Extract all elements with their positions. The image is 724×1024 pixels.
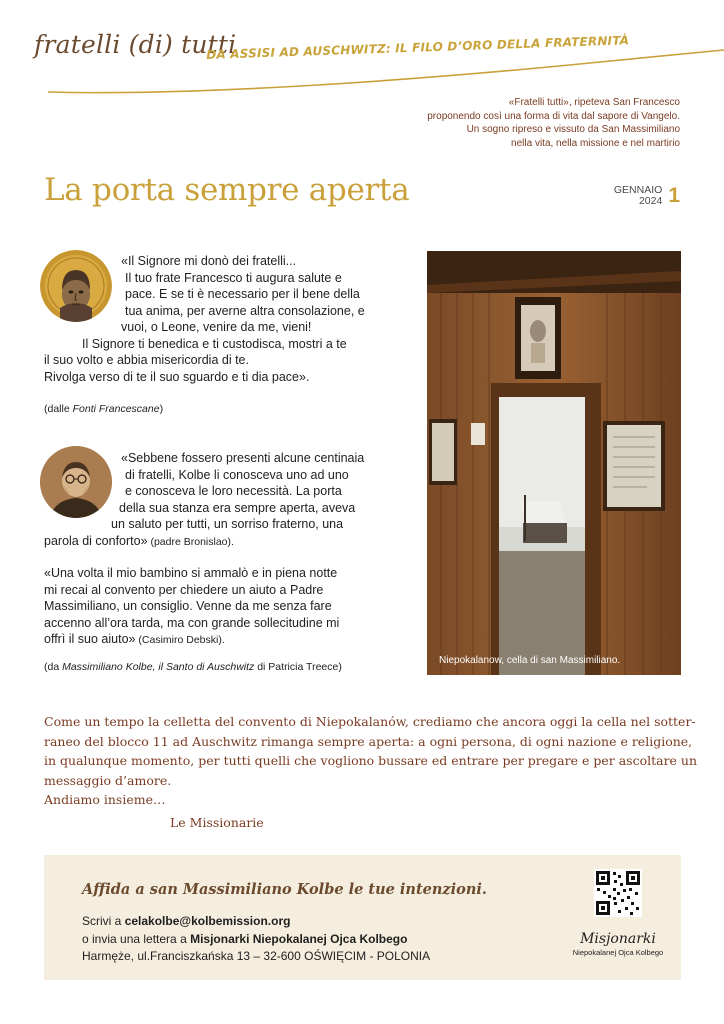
photo-caption: Niepokalanow, cella di san Massimiliano. — [439, 655, 621, 666]
quote-line: un saluto per tutti, un sorriso fraterno, una — [111, 517, 344, 531]
issue-month: GENNAIO — [613, 183, 663, 196]
quote-line: Il tuo frate Francesco ti augura salute e — [125, 270, 342, 285]
page-header — [0, 0, 724, 110]
source-prefix: (da — [44, 661, 63, 673]
qr-code-icon[interactable] — [594, 869, 642, 917]
kolbe-quote — [44, 450, 364, 550]
quote-line: Massimiliano, un consiglio. Venne da me senza fare — [44, 599, 332, 613]
quote-line: «Il Signore mi donò dei fratelli... — [121, 254, 297, 268]
quote-attribution: (Casimiro Debski). — [135, 634, 225, 646]
missionaries-logo — [566, 931, 670, 957]
quote-line: accenno all’ora tarda, ma con grande sollecitudine mi — [44, 615, 340, 630]
organization-name: Misjonarki Niepokalanej Ojca Kolbego — [190, 931, 408, 946]
francis-quote — [44, 253, 365, 385]
francis-quote-source — [44, 403, 163, 415]
closing-paragraph — [44, 712, 698, 810]
contact-box — [44, 855, 681, 980]
closing-line: Andiamo insieme… — [44, 792, 166, 807]
quote-line: vuoi, o Leone, venire da me, vieni! — [121, 320, 312, 334]
intro-line: Un sogno ripreso e vissuto da San Massimiliano — [466, 124, 680, 135]
source-title: Fonti Francescane — [72, 403, 160, 415]
source-suffix: di Patricia Treece) — [254, 661, 342, 673]
brand-title: fratelli (di) tutti — [34, 30, 237, 59]
logo-sub: Niepokalanej Ojca Kolbego — [572, 948, 664, 957]
issue-date — [614, 185, 662, 208]
intro-text — [350, 96, 680, 150]
email-link[interactable]: celakolbe@kolbemission.org — [124, 914, 291, 928]
quote-line — [44, 533, 364, 551]
intro-line: «Fratelli tutti», ripeteva San Francesco — [508, 97, 680, 108]
letter-prefix: o invia una lettera a — [82, 931, 191, 946]
closing-line: raneo del blocco 11 ad Auschwitz rimanga sempre aperta: a ogni persona, di ogni nazione e religione, — [44, 733, 693, 749]
book-source — [44, 661, 342, 673]
quote-line — [44, 631, 339, 649]
quote-line: «Sebbene fossero presenti alcune centinaia — [121, 451, 365, 465]
intro-line: proponendo così una forma di vita dal sapore di Vangelo. — [427, 110, 680, 122]
intro-line: nella vita, nella missione e nel martirio — [511, 137, 680, 149]
source-title: Massimiliano Kolbe, il Santo di Auschwitz — [62, 661, 255, 673]
cell-photo — [427, 251, 681, 675]
logo-main: Misjonarki — [580, 931, 656, 947]
issue-info — [614, 184, 680, 208]
debski-quote — [44, 565, 339, 649]
quote-line: di fratelli, Kolbe li conosceva uno ad uno — [125, 467, 349, 482]
letter-line — [82, 931, 430, 949]
closing-line: Come un tempo la celletta del convento di Niepokalanów, crediamo che ancora oggi la cella nel sotter- — [44, 714, 696, 729]
header-title: DA ASSISI AD AUSCHWITZ: IL FILO D’ORO DELLA FRATERNITÀ — [206, 33, 630, 62]
quote-line: Il Signore ti benedica e ti custodisca, mostri a te — [82, 336, 347, 351]
quote-line: della sua stanza era sempre aperta, aveva — [119, 500, 356, 515]
quote-line: tua anima, per averne altra consolazione, e — [125, 303, 365, 318]
contact-details — [82, 913, 430, 966]
address-line: Harmęże, ul.Franciszkańska 13 – 32-600 OŚWIĘCIM - POLONIA — [82, 949, 431, 963]
closing-line: in qualunque momento, per tutti quelli che vogliono bussare ed entrare per pregare e per ascoltare un — [44, 753, 698, 768]
quote-line: «Una volta il mio bambino si ammalò e in piena notte — [44, 566, 338, 580]
source-suffix: ) — [159, 403, 164, 415]
email-prefix: Scrivi a — [82, 914, 125, 928]
quote-line-text: parola di conforto» — [44, 533, 148, 548]
quote-line: e conosceva le loro necessità. La porta — [125, 484, 342, 498]
contact-title: Affida a san Massimiliano Kolbe le tue intenzioni. — [82, 881, 487, 898]
quote-line: pace. E se ti è necessario per il bene della — [125, 287, 360, 301]
quote-line: mi recai al convento per chiedere un aiuto a Padre — [44, 582, 324, 597]
issue-year: 2024 — [638, 195, 663, 207]
issue-number: 1 — [668, 184, 680, 207]
quote-line: il suo volto e abbia misericordia di te. — [44, 353, 249, 367]
quote-attribution: (padre Bronislao). — [147, 535, 234, 548]
signature: Le Missionarie — [170, 815, 264, 830]
quote-line: Rivolga verso di te il suo sguardo e ti dia pace». — [44, 369, 310, 384]
page-title: La porta sempre aperta — [44, 172, 410, 208]
closing-line: messaggio d’amore. — [44, 772, 172, 788]
quote-line-text: offrì il suo aiuto» — [44, 632, 136, 646]
email-line — [82, 913, 430, 931]
source-prefix: (dalle — [44, 403, 73, 415]
